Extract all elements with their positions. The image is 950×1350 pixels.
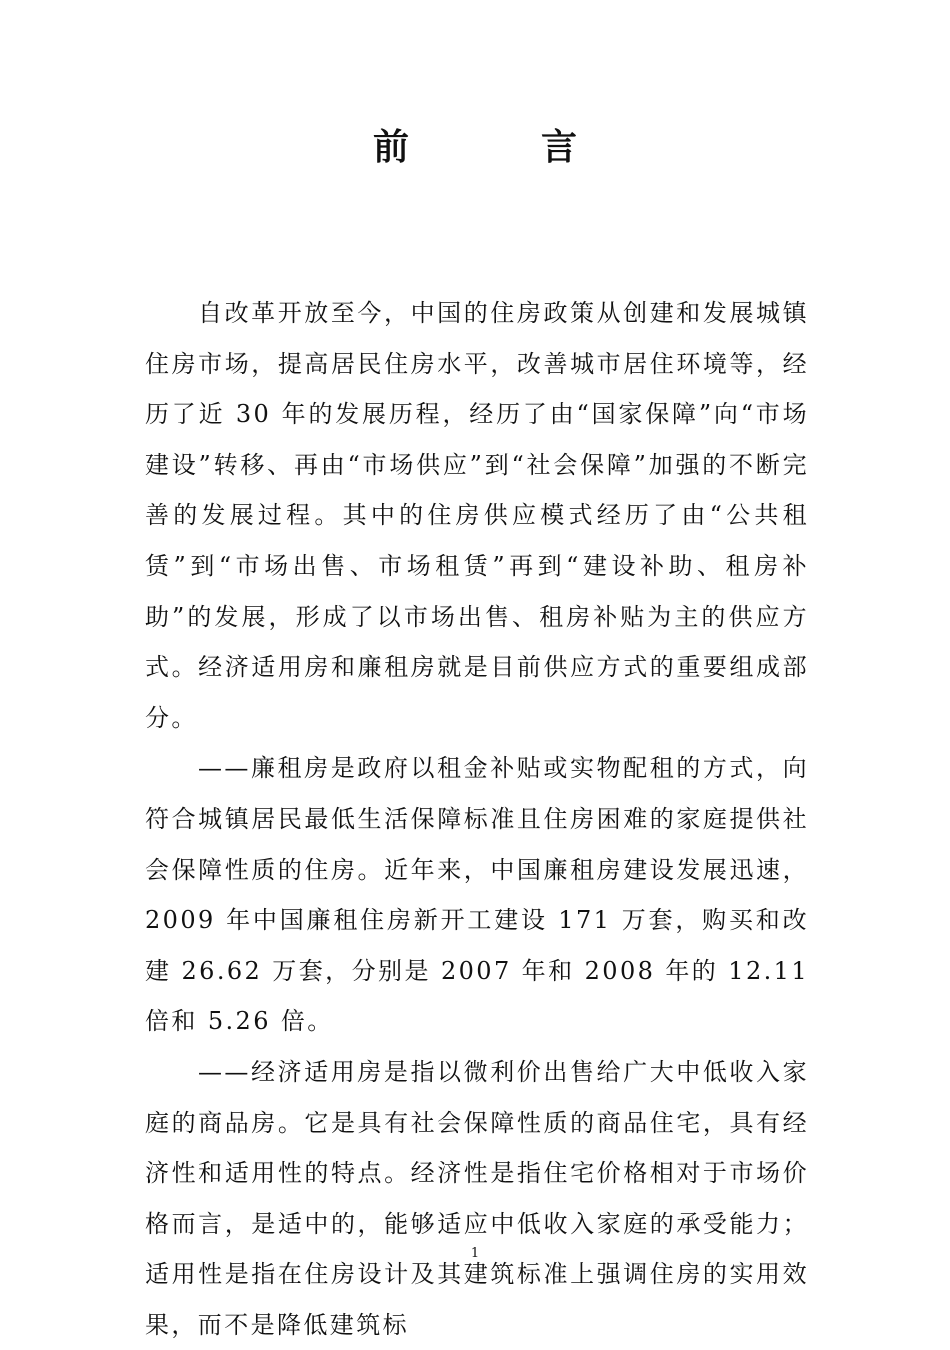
paragraph-affordable-housing: ——经济适用房是指以微利价出售给广大中低收入家庭的商品房。它是具有社会保障性质的商品住宅，具有经济性和适用性的特点。经济性是指住宅价格相对于市场价格而言，是适中的，能够适应中低收入家庭的承受能力；适用性是指在住房设计及其建筑标准上强调住房的实用效果，而不是降低建筑标	[145, 1057, 809, 1339]
page-title: 前 言	[372, 126, 625, 168]
body-text	[145, 288, 809, 1350]
page-number: 1	[470, 1246, 480, 1261]
paragraph-low-rent-housing: ——廉租房是政府以租金补贴或实物配租的方式，向符合城镇居民最低生活保障标准且住房困难的家庭提供社会保障性质的住房。近年来，中国廉租房建设发展迅速，2009 年中国廉租住房新开工建设 171 万套，购买和改建 26.62 万套，分别是 2007 年和 2008 年的 12.11 倍和 5.26 倍。	[145, 754, 809, 1036]
paragraph-intro: 自改革开放至今，中国的住房政策从创建和发展城镇住房市场，提高居民住房水平，改善城市居住环境等，经历了近 30 年的发展历程，经历了由“国家保障”向“市场建设”转移、再由“市场供应”到“社会保障”加强的不断完善的发展过程。其中的住房供应模式经历了由“公共租赁”到“市场出售、市场租赁”再到“建设补助、租房补助”的发展，形成了以市场出售、租房补贴为主的供应方式。经济适用房和廉租房就是目前供应方式的重要组成部分。	[145, 299, 809, 732]
